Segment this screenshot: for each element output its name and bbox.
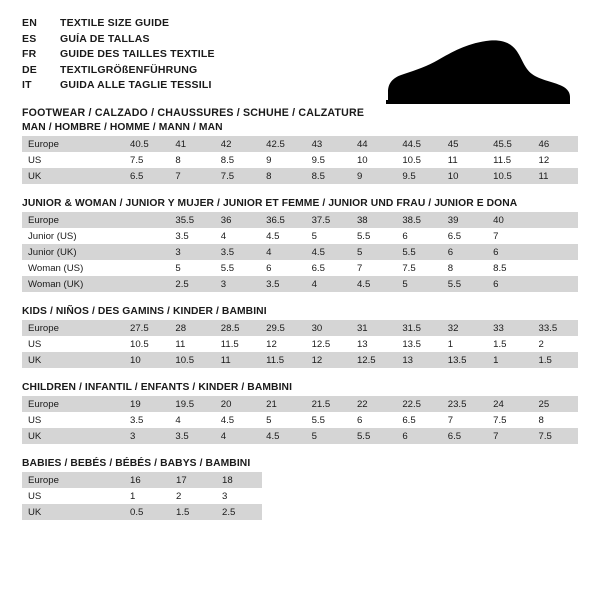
size-cell: 2 (170, 488, 216, 504)
size-cell: 28 (169, 320, 214, 336)
size-cell: 6.5 (306, 260, 351, 276)
size-cell: 6 (351, 412, 396, 428)
language-code: ES (22, 32, 37, 45)
size-cell: 6 (487, 244, 532, 260)
size-cell: 0.5 (124, 504, 170, 520)
size-cell (533, 276, 578, 292)
size-cell: 10 (442, 168, 487, 184)
size-cell: 3 (215, 276, 260, 292)
size-cell: 38.5 (396, 212, 441, 228)
row-label: Europe (22, 320, 124, 336)
size-cell: 3.5 (169, 228, 214, 244)
size-cell: 5 (351, 244, 396, 260)
size-cell: 9 (260, 152, 305, 168)
category-heading: FOOTWEAR / CALZADO / CHAUSSURES / SCHUHE / CALZATURE (22, 106, 365, 119)
table-row (22, 228, 578, 244)
size-cell: 43 (306, 136, 351, 152)
size-cell: 11.5 (260, 352, 305, 368)
row-label: US (22, 336, 124, 352)
size-cell: 20 (215, 396, 260, 412)
size-cell (124, 260, 169, 276)
size-table-babies (22, 472, 262, 520)
size-cell: 44 (351, 136, 396, 152)
size-cell: 45 (442, 136, 487, 152)
size-cell: 4.5 (260, 428, 305, 444)
size-cell: 10.5 (396, 152, 441, 168)
size-cell: 6 (442, 244, 487, 260)
row-label: Woman (UK) (22, 276, 124, 292)
size-cell: 10 (124, 352, 169, 368)
size-cell: 21 (260, 396, 305, 412)
row-label: Europe (22, 136, 124, 152)
size-cell: 9.5 (396, 168, 441, 184)
size-cell: 2 (533, 336, 578, 352)
size-cell: 31.5 (396, 320, 441, 336)
table-row (22, 504, 262, 520)
size-cell: 24 (487, 396, 532, 412)
size-cell: 46 (533, 136, 578, 152)
size-cell: 7.5 (396, 260, 441, 276)
size-cell: 23.5 (442, 396, 487, 412)
size-cell: 8 (533, 412, 578, 428)
size-cell: 11 (215, 352, 260, 368)
size-cell: 3.5 (124, 412, 169, 428)
size-cell: 40 (487, 212, 532, 228)
size-cell: 7 (442, 412, 487, 428)
dress-shoe-icon (382, 36, 572, 108)
size-cell: 19.5 (169, 396, 214, 412)
language-title: TEXTILE SIZE GUIDE (60, 17, 170, 29)
size-cell (124, 212, 169, 228)
size-cell: 7.5 (533, 428, 578, 444)
document-header (22, 16, 578, 119)
size-cell: 5 (169, 260, 214, 276)
row-label: Europe (22, 472, 124, 488)
size-cell: 4 (169, 412, 214, 428)
row-label: Europe (22, 396, 124, 412)
size-cell: 40.5 (124, 136, 169, 152)
size-cell: 8.5 (487, 260, 532, 276)
size-cell: 7 (487, 428, 532, 444)
size-cell: 3 (216, 488, 262, 504)
row-label: Junior (US) (22, 228, 124, 244)
size-cell: 5.5 (215, 260, 260, 276)
size-cell (124, 276, 169, 292)
size-cell: 5.5 (442, 276, 487, 292)
table-row (22, 352, 578, 368)
size-cell: 25 (533, 396, 578, 412)
section-title: KIDS / NIÑOS / DES GAMINS / KINDER / BAMBINI (22, 306, 267, 317)
size-cell: 4.5 (260, 228, 305, 244)
size-cell: 7 (351, 260, 396, 276)
size-cell: 3.5 (260, 276, 305, 292)
size-table (22, 136, 578, 184)
size-cell: 33.5 (533, 320, 578, 336)
size-cell: 6.5 (124, 168, 169, 184)
size-cell: 9 (351, 168, 396, 184)
size-cell: 4 (215, 228, 260, 244)
size-cell: 42 (215, 136, 260, 152)
table-row (22, 152, 578, 168)
size-cell: 44.5 (396, 136, 441, 152)
size-cell: 10 (351, 152, 396, 168)
size-cell: 42.5 (260, 136, 305, 152)
size-cell: 11 (533, 168, 578, 184)
size-tables-container (22, 122, 578, 444)
size-table (22, 212, 578, 292)
size-cell: 7 (487, 228, 532, 244)
size-cell: 41 (169, 136, 214, 152)
size-cell: 13.5 (396, 336, 441, 352)
size-cell: 6.5 (442, 428, 487, 444)
size-cell: 31 (351, 320, 396, 336)
size-cell: 4.5 (215, 412, 260, 428)
size-cell: 11 (169, 336, 214, 352)
size-cell: 4.5 (306, 244, 351, 260)
language-code: IT (22, 79, 32, 92)
row-label: Junior (UK) (22, 244, 124, 260)
size-cell: 10.5 (169, 352, 214, 368)
size-table (22, 396, 578, 444)
size-cell: 7.5 (215, 168, 260, 184)
table-row (22, 336, 578, 352)
language-code: EN (22, 17, 37, 29)
row-label: US (22, 152, 124, 168)
row-label: UK (22, 428, 124, 444)
size-cell: 7.5 (487, 412, 532, 428)
size-cell: 1.5 (170, 504, 216, 520)
size-cell: 11.5 (215, 336, 260, 352)
row-label: UK (22, 168, 124, 184)
size-cell (124, 244, 169, 260)
size-cell: 3.5 (169, 428, 214, 444)
section-title: BABIES / BEBÉS / BÉBÉS / BABYS / BAMBINI (22, 458, 251, 469)
size-cell (533, 212, 578, 228)
size-cell: 32 (442, 320, 487, 336)
size-cell: 8 (260, 168, 305, 184)
size-cell (124, 228, 169, 244)
size-cell: 17 (170, 472, 216, 488)
size-cell: 8.5 (215, 152, 260, 168)
size-cell: 22.5 (396, 396, 441, 412)
size-cell: 5 (396, 276, 441, 292)
size-cell: 13.5 (442, 352, 487, 368)
table-row (22, 276, 578, 292)
size-cell: 10.5 (487, 168, 532, 184)
size-cell: 5.5 (351, 428, 396, 444)
size-cell: 39 (442, 212, 487, 228)
size-cell: 12 (260, 336, 305, 352)
size-cell: 13 (396, 352, 441, 368)
size-cell: 16 (124, 472, 170, 488)
size-table (22, 320, 578, 368)
size-cell: 8 (442, 260, 487, 276)
size-cell: 5.5 (306, 412, 351, 428)
table-row (22, 136, 578, 152)
table-row (22, 168, 578, 184)
table-row (22, 472, 262, 488)
size-cell: 1.5 (533, 352, 578, 368)
size-section (22, 382, 578, 444)
size-cell: 4 (306, 276, 351, 292)
size-cell (533, 260, 578, 276)
size-cell: 45.5 (487, 136, 532, 152)
language-title: GUIDE DES TAILLES TEXTILE (60, 48, 215, 61)
size-cell: 36 (215, 212, 260, 228)
table-row (22, 260, 578, 276)
size-cell: 7.5 (124, 152, 169, 168)
size-cell: 4 (260, 244, 305, 260)
size-cell: 33 (487, 320, 532, 336)
size-cell: 4.5 (351, 276, 396, 292)
section-title: JUNIOR & WOMAN / JUNIOR Y MUJER / JUNIOR ET FEMME / JUNIOR UND FRAU / JUNIOR E DONA (22, 198, 518, 209)
size-cell: 5.5 (351, 228, 396, 244)
section-babies (22, 458, 578, 520)
size-cell: 30 (306, 320, 351, 336)
size-cell: 2.5 (169, 276, 214, 292)
table-row (22, 428, 578, 444)
size-cell: 11 (442, 152, 487, 168)
size-cell: 5 (306, 428, 351, 444)
language-row (22, 16, 578, 32)
size-cell: 29.5 (260, 320, 305, 336)
size-cell: 5 (306, 228, 351, 244)
size-cell: 1 (442, 336, 487, 352)
size-cell: 6 (260, 260, 305, 276)
language-title: GUÍA DE TALLAS (60, 32, 150, 45)
size-cell: 6 (487, 276, 532, 292)
table-row (22, 244, 578, 260)
size-cell: 6 (396, 228, 441, 244)
row-label: UK (22, 504, 124, 520)
size-cell: 8 (169, 152, 214, 168)
size-cell: 28.5 (215, 320, 260, 336)
size-cell: 3.5 (215, 244, 260, 260)
size-cell: 38 (351, 212, 396, 228)
size-cell: 5 (260, 412, 305, 428)
table-row (22, 396, 578, 412)
table-row (22, 488, 262, 504)
size-cell: 1.5 (487, 336, 532, 352)
row-label: US (22, 412, 124, 428)
size-cell: 1 (124, 488, 170, 504)
size-cell: 1 (487, 352, 532, 368)
size-cell: 22 (351, 396, 396, 412)
section-title: MAN / HOMBRE / HOMME / MANN / MAN (22, 122, 223, 133)
size-cell: 35.5 (169, 212, 214, 228)
size-cell: 6.5 (442, 228, 487, 244)
size-cell: 12 (533, 152, 578, 168)
size-cell: 36.5 (260, 212, 305, 228)
table-row (22, 212, 578, 228)
size-cell: 37.5 (306, 212, 351, 228)
size-cell: 5.5 (396, 244, 441, 260)
size-cell: 2.5 (216, 504, 262, 520)
row-label: Woman (US) (22, 260, 124, 276)
language-title: TEXTILGRÖßENFÜHRUNG (60, 63, 198, 76)
size-cell: 6 (396, 428, 441, 444)
size-cell: 27.5 (124, 320, 169, 336)
size-cell: 19 (124, 396, 169, 412)
size-cell: 3 (169, 244, 214, 260)
size-section (22, 198, 578, 292)
size-cell (533, 244, 578, 260)
row-label: Europe (22, 212, 124, 228)
table-row (22, 320, 578, 336)
row-label: UK (22, 352, 124, 368)
size-cell (533, 228, 578, 244)
size-cell: 7 (169, 168, 214, 184)
row-label: US (22, 488, 124, 504)
language-code: FR (22, 48, 37, 61)
size-cell: 10.5 (124, 336, 169, 352)
size-cell: 12.5 (306, 336, 351, 352)
size-section (22, 306, 578, 368)
section-title: CHILDREN / INFANTIL / ENFANTS / KINDER / BAMBINI (22, 382, 293, 393)
size-cell: 18 (216, 472, 262, 488)
language-title: GUIDA ALLE TAGLIE TESSILI (60, 79, 212, 92)
language-code: DE (22, 63, 37, 76)
size-cell: 11.5 (487, 152, 532, 168)
size-cell: 8.5 (306, 168, 351, 184)
size-cell: 12 (306, 352, 351, 368)
size-cell: 12.5 (351, 352, 396, 368)
size-cell: 21.5 (306, 396, 351, 412)
size-cell: 4 (215, 428, 260, 444)
size-cell: 13 (351, 336, 396, 352)
size-cell: 9.5 (306, 152, 351, 168)
size-cell: 6.5 (396, 412, 441, 428)
size-section (22, 122, 578, 184)
size-cell: 3 (124, 428, 169, 444)
table-row (22, 412, 578, 428)
